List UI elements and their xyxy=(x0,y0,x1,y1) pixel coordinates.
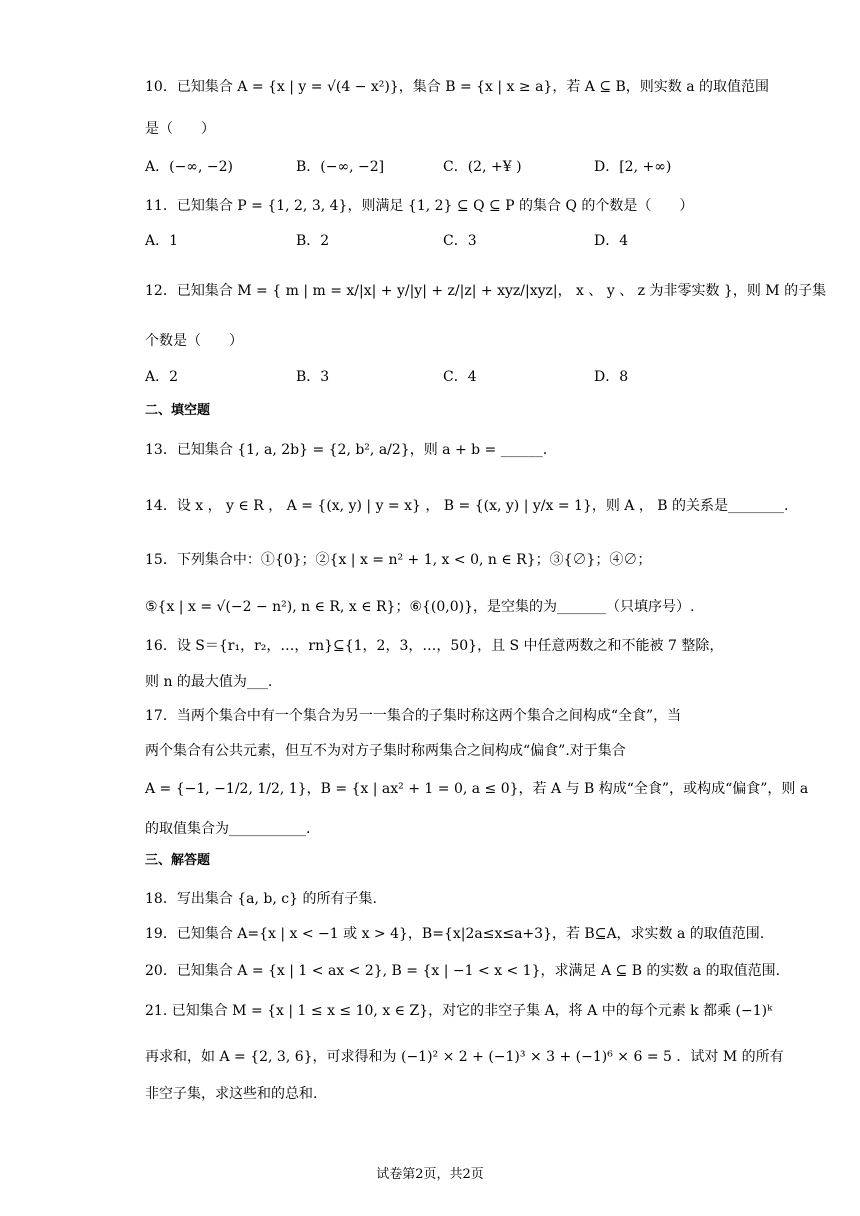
q11-option-a: A．1 xyxy=(145,233,179,249)
q11-option-b: B．2 xyxy=(296,233,330,249)
q10-option-a: A．(−∞, −2) xyxy=(145,159,233,175)
q17-stem-line4: 的取值集合为___________. xyxy=(145,821,311,837)
q17-stem-line2: 两个集合有公共元素，但互不为对方子集时称两集合之间构成“偏食”.对于集合 xyxy=(145,743,626,759)
q16-stem-line1: 16．设 S＝{r₁，r₂，…，rn}⊆{1，2，3，…，50}，且 S 中任意两数之和不能被 7 整除， xyxy=(145,638,724,654)
q12-stem-line1: 12．已知集合 M = { m | m = x/|x| + y/|y| + z/|z| + xyz/|xyz|， x 、 y 、 z 为非零实数 }，则 M 的子集 xyxy=(145,283,827,299)
q13-stem: 13．已知集合 {1, a, 2b} = {2, b², a/2}，则 a + b = ______. xyxy=(145,442,548,458)
page-footer: 试卷第2页，共2页 xyxy=(376,1167,484,1182)
q12-option-b: B．3 xyxy=(296,369,330,385)
q10-option-d: D．[2, +∞) xyxy=(594,159,672,175)
q10-option-c: C．(2, +¥ ) xyxy=(443,159,522,175)
q12-option-c: C．4 xyxy=(443,369,477,385)
q12-option-a: A．2 xyxy=(145,369,179,385)
q10-stem-line1: 10．已知集合 A = {x | y = √(4 − x²)}，集合 B = {x | x ≥ a}，若 A ⊆ B，则实数 a 的取值范围 xyxy=(145,79,770,95)
q16-stem-line2: 则 n 的最大值为___. xyxy=(145,674,273,690)
q11-stem: 11．已知集合 P = {1, 2, 3, 4}，则满足 {1, 2} ⊆ Q ⊆ P 的集合 Q 的个数是（ ） xyxy=(145,198,694,214)
section-heading-solve: 三、解答题 xyxy=(145,853,211,868)
q15-stem-line1: 15．下列集合中：①{0}；②{x | x = n² + 1, x < 0, n ∈ R}；③{∅}；④∅； xyxy=(145,552,652,568)
q15-stem-line2: ⑤{x | x = √(−2 − n²), n ∈ R, x ∈ R}；⑥{(0,0)}，是空集的为_______（只填序号）. xyxy=(145,599,695,615)
q17-stem-line3: A = {−1, −1/2, 1/2, 1}，B = {x | ax² + 1 = 0, a ≤ 0}，若 A 与 B 构成“全食”，或构成“偏食”，则 a xyxy=(145,781,809,797)
q21-stem-line1: 21. 已知集合 M = {x | 1 ≤ x ≤ 10, x ∈ Z}，对它的非空子集 A，将 A 中的每个元素 k 都乘 (−1)ᵏ xyxy=(145,1003,773,1019)
q20-stem: 20．已知集合 A = {x | 1 < ax < 2}, B = {x | −1 < x < 1}，求满足 A ⊆ B 的实数 a 的取值范围. xyxy=(145,963,781,979)
q10-stem-line2: 是（ ） xyxy=(145,121,215,137)
q17-stem-line1: 17．当两个集合中有一个集合为另一一集合的子集时称这两个集合之间构成“全食”，当 xyxy=(145,708,682,724)
q12-option-d: D．8 xyxy=(594,369,629,385)
section-heading-fill-in: 二、填空题 xyxy=(145,403,211,418)
q11-option-c: C．3 xyxy=(443,233,477,249)
q21-stem-line3: 非空子集，求这些和的总和. xyxy=(145,1086,318,1102)
q18-stem: 18．写出集合 {a, b, c} 的所有子集. xyxy=(145,891,377,907)
q10-option-b: B．(−∞, −2] xyxy=(296,159,385,175)
q12-stem-line2: 个数是（ ） xyxy=(145,333,243,349)
q11-option-d: D．4 xyxy=(594,233,629,249)
q19-stem: 19．已知集合 A={x | x < −1 或 x > 4}，B={x|2a≤x≤a+3}，若 B⊆A，求实数 a 的取值范围. xyxy=(145,926,765,942)
q14-stem: 14．设 x ， y ∈ R ， A = {(x, y) | y = x} ， B = {(x, y) | y/x = 1}，则 A ， B 的关系是________. xyxy=(145,498,789,514)
q21-stem-line2: 再求和，如 A = {2, 3, 6}，可求得和为 (−1)² × 2 + (−1)³ × 3 + (−1)⁶ × 6 = 5 ．试对 M 的所有 xyxy=(145,1049,784,1065)
